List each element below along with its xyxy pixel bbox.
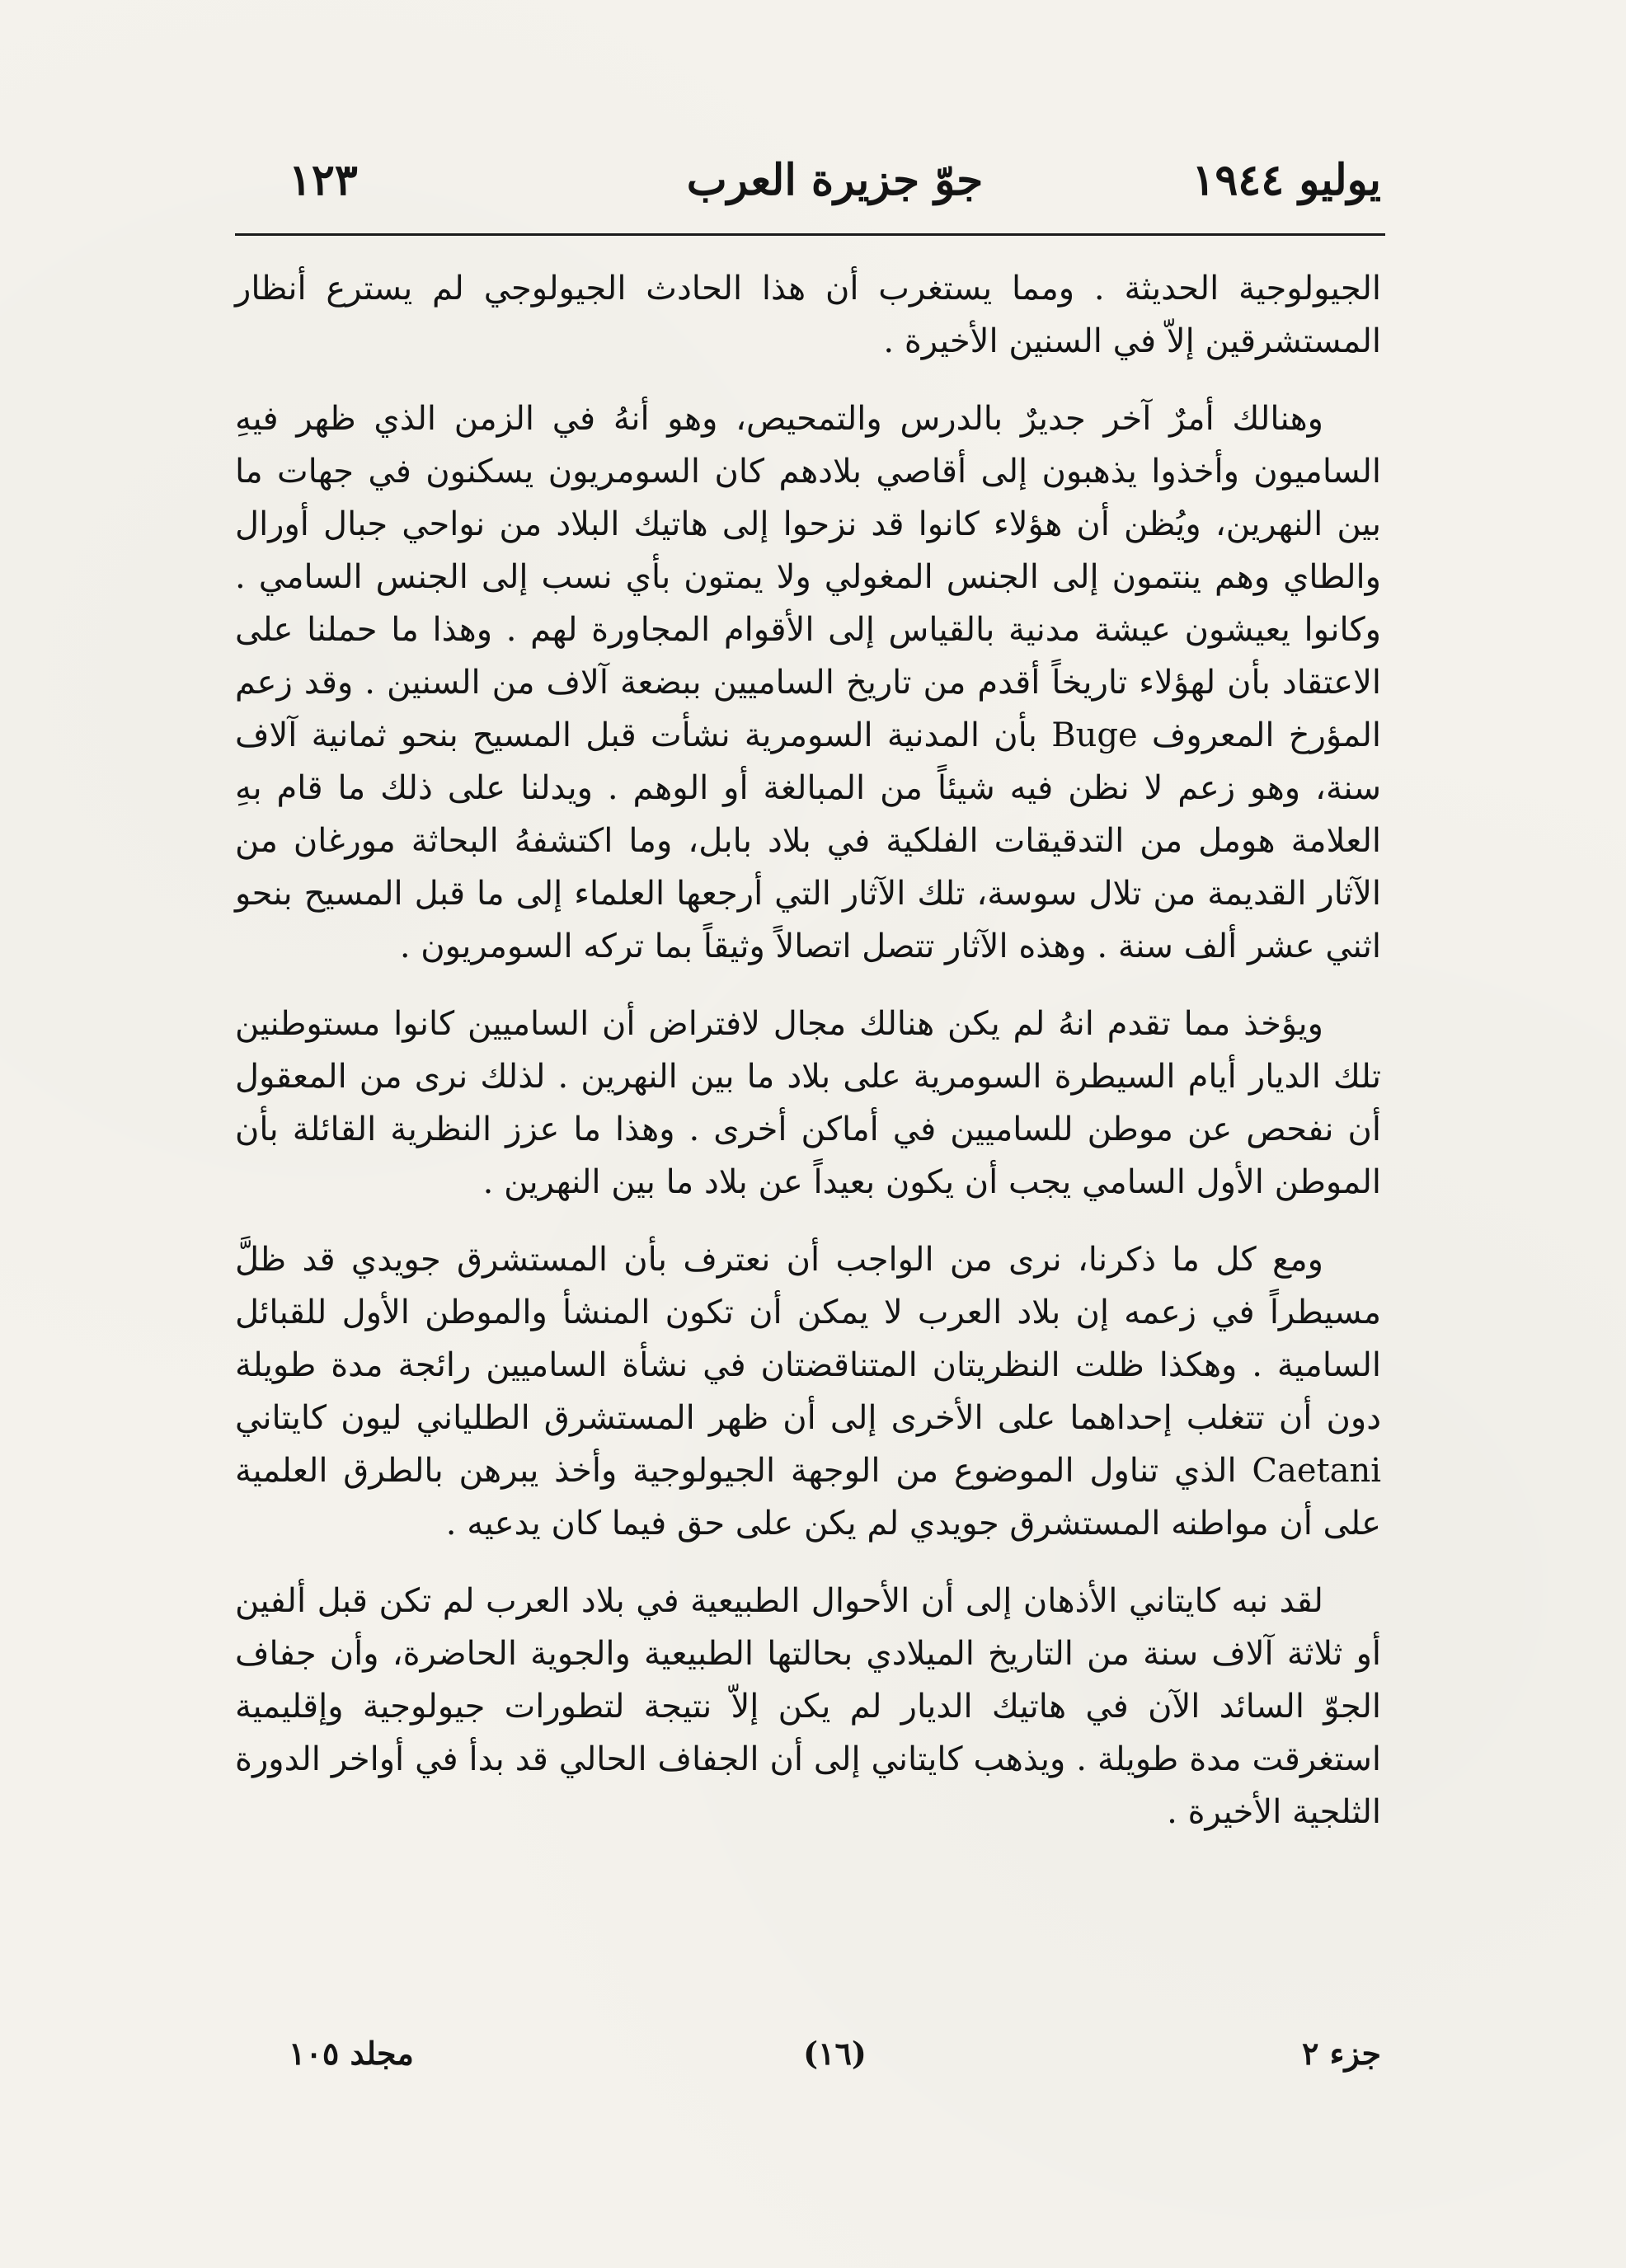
paragraph-4: ومع كل ما ذكرنا، نرى من الواجب أن نعترف بأن المستشرق جويدي قد ظلَّ مسيطراً في زعمه إن بلاد العرب لا يمكن أن تكون المنشأ والموطن الأول للقبائل السامية . وهكذا ظلت النظريتان المتناقضتان في نشأة الساميين رائجة مدة طويلة دون أن تتغلب إحداهما على الأخرى إلى أن ظهر المستشرق الطلياني ليون كايتاني Caetani الذي تناول الموضوع من الوجهة الجيولوجية وأخذ يبرهن بالطرق العلمية على أن مواطنه المستشرق جويدي لم يكن على حق فيما كان يدعيه . bbox=[235, 1241, 1381, 1543]
footer-part: جزء ٢ bbox=[1302, 2035, 1381, 2072]
page-number: ١٢٣ bbox=[289, 155, 358, 205]
paragraph-5: لقد نبه كايتاني الأذهان إلى أن الأحوال الطبيعية في بلاد العرب لم تكن قبل ألفين أو ثلاثة آلاف سنة من التاريخ الميلادي بحالتها الطبيعية والجوية الحاضرة، وأن جفاف الجوّ السائد الآن في هاتيك الديار لم يكن إلاّ نتيجة لتطورات جيولوجية وإقليمية استغرقت مدة طويلة . ويذهب كايتاني إلى أن الجفاف الحالي قد بدأ في أواخر الدورة الثلجية الأخيرة . bbox=[235, 1582, 1382, 1831]
footer-sheet-number: (١٦) bbox=[803, 2035, 867, 2072]
running-header bbox=[289, 155, 1381, 221]
header-date: يوليو ١٩٤٤ bbox=[1191, 155, 1381, 205]
paragraph-2: وهنالك أمرٌ آخر جديرٌ بالدرس والتمحيص، وهو أنهُ في الزمن الذي ظهر فيهِ الساميون وأخذوا يذهبون إلى أقاصي بلادهم كان السومريون يسكنون في جهات ما بين النهرين، ويُظن أن هؤلاء كانوا قد نزحوا إلى هاتيك البلاد من نواحي جبال أورال والطاي وهم ينتمون إلى الجنس المغولي ولا يمتون بأي نسب إلى الجنس السامي . وكانوا يعيشون عيشة مدنية بالقياس إلى الأقوام المجاورة لهم . وهذا ما حملنا على الاعتقاد بأن لهؤلاء تاريخاً أقدم من تاريخ الساميين ببضعة آلاف من السنين . وقد زعم المؤرخ المعروف Buge بأن المدنية السومرية نشأت قبل المسيح بنحو ثمانية آلاف سنة، وهو زعم لا نظن فيه شيئاً من المبالغة أو الوهم . ويدلنا على ذلك ما قام بهِ العلامة هومل من التدقيقات الفلكية في بلاد بابل، وما اكتشفهُ البحاثة مورغان من الآثار القديمة من تلال سوسة، تلك الآثار التي أرجعها العلماء إلى ما قبل المسيح بنحو اثني عشر ألف سنة . وهذه الآثار تتصل اتصالاً وثيقاً بما تركه السومريون . bbox=[235, 400, 1381, 965]
paragraph-1: الجيولوجية الحديثة . ومما يستغرب أن هذا الحادث الجيولوجي لم يسترع أنظار المستشرقين إلاّ في السنين الأخيرة . bbox=[235, 270, 1381, 360]
page-footer bbox=[289, 2035, 1381, 2084]
header-title: جوّ جزيرة العرب bbox=[686, 155, 984, 205]
header-divider bbox=[235, 233, 1385, 236]
article-body bbox=[235, 262, 1381, 1863]
paragraph-3: ويؤخذ مما تقدم انهُ لم يكن هنالك مجال لافتراض أن الساميين كانوا مستوطنين تلك الديار أيام السيطرة السومرية على بلاد ما بين النهرين . لذلك نرى من المعقول أن نفحص عن موطن للساميين في أماكن أخرى . وهذا ما عزز النظرية القائلة بأن الموطن الأول السامي يجب أن يكون بعيداً عن بلاد ما بين النهرين . bbox=[235, 1005, 1381, 1201]
footer-volume: مجلد ١٠٥ bbox=[289, 2035, 414, 2072]
